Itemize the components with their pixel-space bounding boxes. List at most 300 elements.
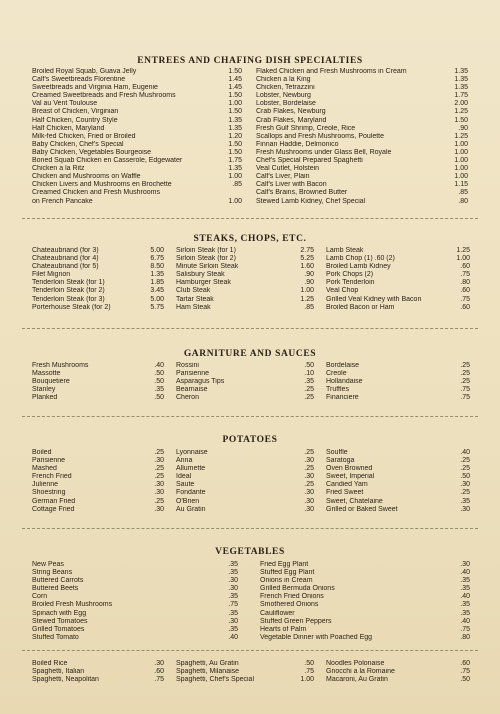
menu-item	[32, 634, 238, 642]
menu-item-price: .25	[460, 378, 470, 386]
menu-item-price: .25	[460, 489, 470, 497]
menu-item	[260, 634, 470, 642]
menu-item-name: Salisbury Steak	[176, 271, 225, 279]
menu-item-price: .10	[304, 370, 314, 378]
menu-item	[32, 676, 164, 684]
menu-item	[176, 296, 314, 304]
menu-item-price: 1.35	[454, 68, 468, 75]
menu-item	[176, 498, 314, 506]
menu-item	[326, 279, 470, 287]
menu-item	[176, 489, 314, 497]
menu-item	[176, 481, 314, 489]
menu-item-price: 1.35	[228, 124, 242, 132]
menu-item-name: Pork Tenderloin	[326, 279, 375, 287]
menu-item-price: 1.00	[300, 676, 314, 684]
menu-item	[32, 157, 242, 165]
menu-item-name: Candied Yam	[326, 481, 368, 489]
menu-item-name: Tenderloin Steak (for 2)	[32, 287, 105, 295]
menu-item-name: O'Brien	[176, 497, 200, 505]
menu-item-price: 1.50	[228, 92, 242, 100]
section-divider	[22, 650, 478, 651]
menu-item	[32, 577, 238, 585]
menu-item	[326, 296, 470, 304]
menu-item-price: .30	[304, 489, 314, 497]
menu-item-name: Spaghetti, Milanaise	[176, 668, 240, 676]
menu-item	[32, 561, 238, 569]
menu-item	[32, 601, 238, 609]
menu-item	[326, 473, 470, 481]
menu-item	[326, 370, 470, 378]
menu-item-name: Chateaubriand (for 3)	[32, 247, 99, 254]
menu-item-price: .85	[458, 189, 468, 197]
menu-item-name: Minute Sirloin Steak	[176, 263, 239, 271]
menu-item-price: .35	[304, 378, 314, 386]
menu-item-name: Anna	[176, 457, 193, 465]
menu-item-price: 1.75	[228, 157, 242, 165]
menu-item-price: 1.00	[454, 140, 468, 148]
menu-item-price: 1.50	[228, 68, 242, 75]
menu-item	[32, 481, 164, 489]
menu-item-price: 1.00	[228, 173, 242, 181]
menu-item-name: Calf's Liver, Plain	[256, 173, 310, 181]
menu-item	[176, 304, 314, 312]
menu-item-price: .30	[304, 457, 314, 465]
menu-item-name: Veal Cutlet, Holstein	[256, 165, 320, 173]
menu-item	[32, 394, 164, 402]
menu-item-name: Half Chicken, Maryland	[32, 124, 105, 132]
menu-item-name: Fresh Gulf Shrimp, Creole, Rice	[256, 124, 356, 132]
menu-item-price: .50	[154, 370, 164, 378]
menu-item-price: 1.50	[228, 140, 242, 148]
menu-item	[176, 370, 314, 378]
menu-item-name: Lyonnaise	[176, 449, 208, 456]
menu-item-name: Baby Chicken, Chef's Special	[32, 140, 124, 148]
menu-item-price: 1.25	[300, 295, 314, 303]
menu-item-price: 1.45	[228, 76, 242, 84]
menu-item-name: Porterhouse Steak (for 2)	[32, 303, 111, 311]
menu-item-price: .30	[304, 505, 314, 513]
menu-item-name: Scallops and Fresh Mushrooms, Poulette	[256, 132, 385, 140]
menu-item	[326, 457, 470, 465]
menu-item	[32, 506, 164, 514]
menu-item-price: .40	[154, 362, 164, 369]
menu-item-price: .25	[154, 465, 164, 473]
menu-item-name: Spaghetti, Chef's Special	[176, 676, 254, 684]
menu-item-price: .25	[154, 497, 164, 505]
menu-item	[256, 100, 468, 108]
menu-item	[256, 181, 468, 189]
menu-item	[176, 660, 314, 668]
vegetables-columns	[32, 561, 470, 642]
pasta-column-1	[32, 660, 164, 684]
menu-item-name: German Fried	[32, 497, 76, 505]
menu-item-price: .50	[304, 362, 314, 369]
menu-item-price: .35	[154, 386, 164, 394]
menu-item	[256, 173, 468, 181]
menu-item-name: Breast of Chicken, Virginian	[32, 108, 119, 116]
steaks-columns	[32, 247, 470, 312]
menu-item-price: .60	[460, 263, 470, 271]
menu-item-name: Boiled	[32, 449, 52, 456]
menu-item-price: 1.00	[454, 165, 468, 173]
menu-item-price: .60	[460, 287, 470, 295]
menu-item-price: .85	[232, 181, 242, 189]
menu-item-price: .30	[154, 505, 164, 513]
menu-item-name: Gnocchi a la Romaine	[326, 668, 395, 676]
menu-item-price: .80	[460, 279, 470, 287]
garniture-column-1	[32, 362, 164, 402]
menu-item-price: .35	[228, 609, 238, 617]
menu-item	[32, 457, 164, 465]
menu-item	[326, 498, 470, 506]
menu-item-price: .90	[304, 271, 314, 279]
menu-item	[32, 304, 164, 312]
menu-item-price: .35	[460, 497, 470, 505]
menu-item-price: 1.50	[228, 108, 242, 116]
menu-item-name: Financiere	[326, 394, 359, 402]
menu-item-price: .50	[460, 676, 470, 684]
menu-item-price: .35	[228, 625, 238, 633]
menu-item-price: 6.75	[150, 255, 164, 263]
menu-item-price: 1.75	[454, 92, 468, 100]
menu-item-name: Grilled or Baked Sweet	[326, 505, 398, 513]
menu-item-name: Spaghetti, Neapolitan	[32, 676, 99, 684]
menu-item-name: Rossini	[176, 362, 199, 369]
menu-item	[32, 626, 238, 634]
menu-item-name: Julienne	[32, 481, 59, 489]
menu-item-name: Stewed Lamb Kidney, Chef Special	[256, 197, 366, 205]
menu-item	[326, 394, 470, 402]
menu-item	[260, 561, 470, 569]
menu-item	[256, 149, 468, 157]
menu-item-name: Parisienne	[32, 457, 66, 465]
menu-item-name: Macaroni, Au Gratin	[326, 676, 388, 684]
menu-item-name: Souffle	[326, 449, 348, 456]
menu-item	[260, 593, 470, 601]
menu-item	[32, 668, 164, 676]
menu-item-name: Onions in Cream	[260, 577, 313, 585]
menu-item-price: .30	[154, 660, 164, 667]
menu-item-name: Chicken and Mushrooms on Waffle	[32, 173, 141, 181]
menu-item-name: Flaked Chicken and Fresh Mushrooms in Cream	[256, 68, 407, 75]
menu-item-price: 1.15	[454, 181, 468, 189]
menu-item	[326, 362, 470, 370]
section-divider	[22, 218, 478, 219]
menu-item-name: Bouquetiere	[32, 378, 70, 386]
menu-item-price: .75	[228, 601, 238, 609]
menu-item	[260, 610, 470, 618]
garniture-heading: GARNITURE AND SAUCES	[183, 349, 317, 359]
menu-item-price: .75	[460, 295, 470, 303]
menu-item-price: 5.25	[300, 255, 314, 263]
menu-item	[260, 626, 470, 634]
menu-item-name: Baby Chicken, Vegetables Bourgeoise	[32, 148, 152, 156]
garniture-column-3	[326, 362, 470, 402]
menu-item-price: .60	[460, 660, 470, 667]
menu-item-price: .30	[228, 585, 238, 593]
menu-item-price: 1.50	[228, 148, 242, 156]
menu-item-name: Noodles Polonaise	[326, 660, 385, 667]
menu-item-price: .80	[458, 197, 468, 205]
menu-item-name: Sweet, Imperial	[326, 473, 375, 481]
menu-item-name: Club Steak	[176, 287, 211, 295]
menu-item-name: Crab Flakes, Newburg	[256, 108, 326, 116]
menu-item-name: Oven Browned	[326, 465, 373, 473]
menu-item	[32, 181, 242, 189]
menu-item-name: Grilled Bermuda Onions	[260, 585, 335, 593]
menu-item-price: .35	[460, 609, 470, 617]
menu-item-name: Finnan Haddie, Delmonico	[256, 140, 339, 148]
menu-item	[326, 378, 470, 386]
entrees-heading: ENTREES AND CHAFING DISH SPECIALTIES	[137, 56, 363, 66]
menu-item-price: .35	[228, 593, 238, 601]
menu-item	[32, 117, 242, 125]
menu-item	[176, 378, 314, 386]
menu-item-name: Creole	[326, 370, 347, 378]
menu-item	[256, 84, 468, 92]
menu-item-name: Calf's Brains, Browned Butter	[256, 189, 348, 197]
menu-item	[260, 601, 470, 609]
menu-item	[32, 287, 164, 295]
menu-item-name: Veal Chop	[326, 287, 359, 295]
menu-item	[32, 279, 164, 287]
menu-item-name: Stuffed Tomato	[32, 633, 79, 641]
menu-item-name: Lamb Chop (1) .60 (2)	[326, 255, 395, 263]
menu-item-price: 1.35	[228, 116, 242, 124]
menu-item-price: .50	[460, 473, 470, 481]
menu-item-name: Smothered Onions	[260, 601, 319, 609]
menu-item	[256, 92, 468, 100]
potatoes-column-1	[32, 449, 164, 514]
menu-item-name: String Beans	[32, 569, 73, 577]
menu-item	[32, 585, 238, 593]
menu-item-name: Spaghetti, Italian	[32, 668, 85, 676]
menu-item-price: .25	[460, 370, 470, 378]
menu-item-price: 2.75	[300, 247, 314, 254]
menu-item-name: Grilled Veal Kidney with Bacon	[326, 295, 422, 303]
menu-item-name: Cauliflower	[260, 609, 295, 617]
menu-item	[326, 287, 470, 295]
menu-item-price: 1.35	[454, 76, 468, 84]
menu-item	[176, 255, 314, 263]
menu-item-name: Fondante	[176, 489, 206, 497]
menu-item-price: .25	[460, 362, 470, 369]
pasta-column-2	[176, 660, 314, 684]
menu-item-price: .25	[304, 394, 314, 402]
menu-item-price: .75	[154, 676, 164, 684]
menu-item-name: Chateaubriand (for 4)	[32, 255, 99, 263]
menu-item-price: .35	[460, 601, 470, 609]
entrees-right-column	[256, 68, 468, 206]
menu-item-name: Tenderloin Steak (for 3)	[32, 295, 105, 303]
menu-item	[32, 386, 164, 394]
menu-item-price: .25	[304, 465, 314, 473]
menu-item	[256, 68, 468, 76]
menu-item	[176, 287, 314, 295]
menu-item	[176, 449, 314, 457]
menu-item-name: Chicken a la Ritz	[32, 165, 85, 173]
menu-item-price: .60	[460, 303, 470, 311]
menu-item	[32, 465, 164, 473]
menu-item	[32, 173, 242, 181]
menu-item-price: .40	[460, 569, 470, 577]
menu-item-name: Boiled Rice	[32, 660, 68, 667]
menu-item	[326, 449, 470, 457]
menu-item	[176, 668, 314, 676]
menu-item-name: Chateaubriand (for 5)	[32, 263, 99, 271]
menu-item	[256, 157, 468, 165]
menu-item	[176, 362, 314, 370]
menu-item	[176, 457, 314, 465]
menu-item-price: .75	[460, 625, 470, 633]
menu-item-name: Creamed Chicken and Fresh Mushrooms	[32, 189, 160, 197]
menu-item-name: Val au Vent Toulouse	[32, 100, 98, 108]
steaks-heading: STEAKS, CHOPS, ETC.	[193, 234, 307, 244]
menu-item	[32, 133, 242, 141]
menu-item-name: Vegetable Dinner with Poached Egg	[260, 633, 373, 641]
menu-item-name: Stuffed Green Peppers	[260, 617, 332, 625]
section-divider	[22, 416, 478, 417]
menu-item-name: Broiled Royal Squab, Guava Jelly	[32, 68, 137, 75]
menu-item-price: .35	[228, 561, 238, 568]
section-divider	[22, 328, 478, 329]
menu-item	[32, 593, 238, 601]
menu-item-price: .25	[460, 465, 470, 473]
menu-item	[176, 279, 314, 287]
menu-item-price: 1.00	[454, 148, 468, 156]
menu-item-price: 1.00	[300, 287, 314, 295]
menu-item	[256, 189, 468, 197]
menu-item-name: French Fried Onions	[260, 593, 324, 601]
menu-item	[256, 165, 468, 173]
menu-item-name: Stanley	[32, 386, 56, 394]
menu-item-name: Broiled Fresh Mushrooms	[32, 601, 113, 609]
menu-item-price: .35	[460, 577, 470, 585]
menu-item-name: Corn	[32, 593, 48, 601]
menu-item	[32, 473, 164, 481]
menu-item-price: 1.35	[228, 165, 242, 173]
menu-item-name: Chicken a la King	[256, 76, 311, 84]
menu-item	[260, 577, 470, 585]
menu-item-name: Au Gratin	[176, 505, 206, 513]
menu-item-price: 1.25	[454, 108, 468, 116]
menu-item-name: Broiled Bacon or Ham	[326, 303, 395, 311]
menu-item-name: Broiled Lamb Kidney	[326, 263, 391, 271]
menu-item-name: Massotte	[32, 370, 61, 378]
menu-item	[256, 198, 468, 206]
menu-item-price: .75	[304, 668, 314, 676]
menu-item	[326, 271, 470, 279]
menu-item	[256, 76, 468, 84]
menu-item	[256, 117, 468, 125]
menu-item-name: Half Chicken, Country Style	[32, 116, 118, 124]
menu-item-name: Fresh Mushrooms under Glass Bell, Royale	[256, 148, 392, 156]
menu-item	[326, 386, 470, 394]
menu-item	[32, 449, 164, 457]
menu-item-name: Pork Chops (2)	[326, 271, 374, 279]
section-divider	[22, 528, 478, 529]
menu-item-price: .75	[460, 394, 470, 402]
menu-item-price: .25	[154, 473, 164, 481]
menu-item-name: Stewed Tomatoes	[32, 617, 88, 625]
menu-item-price: .75	[460, 386, 470, 394]
entrees-left-column	[32, 68, 242, 206]
menu-item-price: .75	[460, 668, 470, 676]
menu-item-price: 1.00	[228, 100, 242, 108]
menu-item-name: Lobster, Newburg	[256, 92, 311, 100]
potatoes-heading: POTATOES	[222, 435, 278, 445]
menu-item-name: Chef's Special Prepared Spaghetti	[256, 157, 363, 165]
vegetables-left-column	[32, 561, 238, 642]
menu-item-price: .25	[304, 449, 314, 456]
menu-item-name: Hamburger Steak	[176, 279, 231, 287]
menu-item-price: 1.20	[228, 132, 242, 140]
menu-item-name: Lobster, Bordelaise	[256, 100, 316, 108]
menu-item-name: on French Pancake	[32, 197, 93, 205]
menu-item-price: .85	[304, 303, 314, 311]
menu-item-price: 5.00	[150, 295, 164, 303]
menu-item-name: Sweet, Chatelaine	[326, 497, 383, 505]
menu-item	[260, 618, 470, 626]
menu-item	[32, 100, 242, 108]
menu-item-price: .30	[460, 481, 470, 489]
entrees-columns	[32, 68, 470, 206]
menu-item-price: .75	[460, 271, 470, 279]
menu-item-name: Hearts of Palm	[260, 625, 307, 633]
menu-item	[176, 506, 314, 514]
menu-item-name: Lamb Steak	[326, 247, 364, 254]
menu-item-price: .60	[154, 668, 164, 676]
menu-item	[32, 165, 242, 173]
menu-item-name: Saute	[176, 481, 195, 489]
menu-item-price: .40	[228, 633, 238, 641]
menu-item-price: 1.35	[454, 84, 468, 92]
menu-item-name: Ideal	[176, 473, 192, 481]
menu-item-name: Truffles	[326, 386, 349, 394]
menu-item-name: Hollandaise	[326, 378, 363, 386]
menu-item	[256, 133, 468, 141]
menu-item-name: Shoestring	[32, 489, 66, 497]
potatoes-column-3	[326, 449, 470, 514]
menu-item-name: Planked	[32, 394, 58, 402]
menu-item-name: Milk-fed Chicken, Fried or Broiled	[32, 132, 136, 140]
menu-item	[176, 263, 314, 271]
menu-item-name: Fresh Mushrooms	[32, 362, 89, 369]
menu-item	[260, 585, 470, 593]
menu-item-name: Bordelaise	[326, 362, 360, 369]
menu-item-price: .50	[154, 378, 164, 386]
menu-item-price: 8.50	[150, 263, 164, 271]
menu-item	[32, 370, 164, 378]
menu-item	[256, 108, 468, 116]
menu-item	[176, 473, 314, 481]
menu-item	[326, 263, 470, 271]
menu-item-name: Spinach with Egg	[32, 609, 87, 617]
menu-item	[260, 569, 470, 577]
menu-item-name: Allumette	[176, 465, 206, 473]
menu-item-price: .30	[460, 505, 470, 513]
menu-item-price: .80	[460, 633, 470, 641]
menu-item-price: .25	[460, 457, 470, 465]
menu-item	[326, 481, 470, 489]
menu-item	[326, 676, 470, 684]
menu-item	[32, 618, 238, 626]
menu-item	[32, 189, 242, 197]
menu-item	[326, 506, 470, 514]
menu-item-price: .40	[460, 617, 470, 625]
menu-item-name: Filet Mignon	[32, 271, 71, 279]
pasta-column-3	[326, 660, 470, 684]
